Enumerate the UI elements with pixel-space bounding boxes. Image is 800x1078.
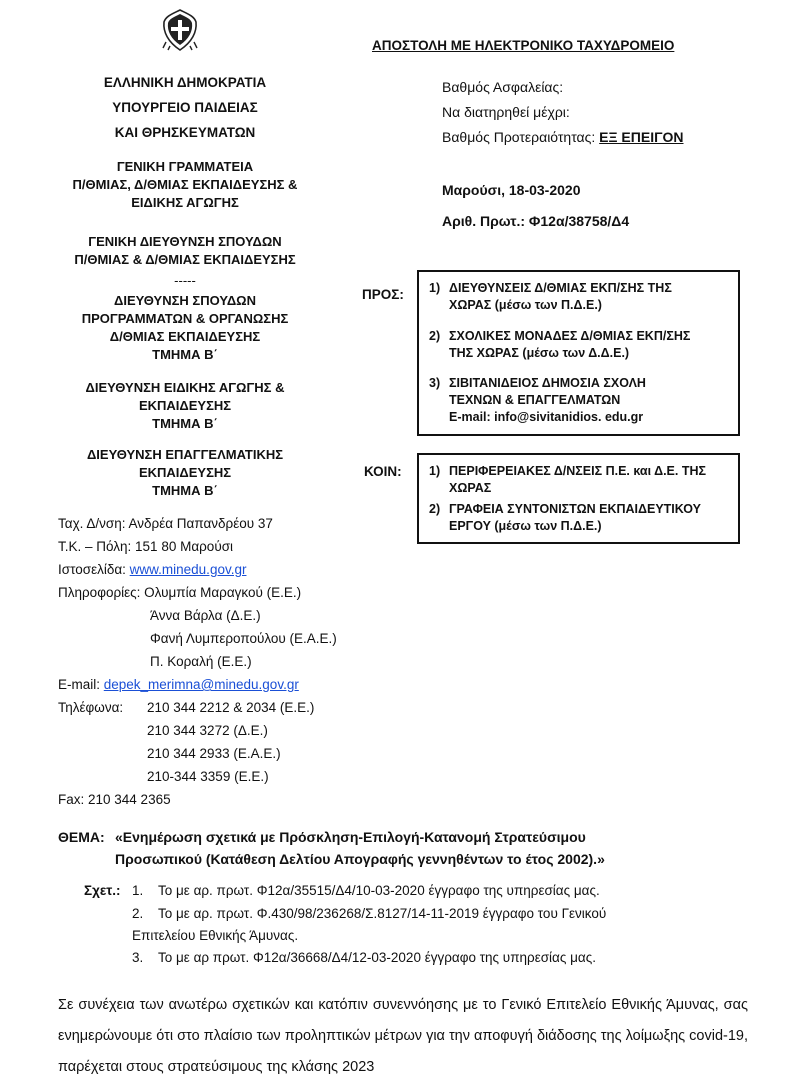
item-number: 3): [429, 376, 441, 390]
item-text: ΕΡΓΟΥ (μέσω των Π.Δ.Ε.): [449, 519, 602, 533]
directorate-vocational: [60, 446, 310, 500]
org-name: [60, 70, 310, 145]
dept-line: ΕΚΠΑΙΔΕΥΣΗΣ: [138, 465, 232, 480]
item-text: ΠΕΡΙΦΕΡΕΙΑΚΕΣ Δ/ΝΣΕΙΣ Π.Ε. και Δ.Ε. ΤΗΣ: [449, 464, 707, 478]
to-label: ΠΡΟΣ:: [362, 287, 404, 302]
related-number: 3.: [132, 950, 144, 965]
item-text: E-mail: info@sivitanidios. edu.gr: [449, 410, 644, 424]
subject-label: ΘΕΜΑ:: [58, 829, 105, 845]
email-line: [58, 675, 299, 695]
priority-label: Βαθμός Προτεραιότητας:: [442, 129, 600, 145]
general-directorate: [60, 233, 310, 269]
website-line: [58, 560, 246, 580]
item-number: 2): [429, 329, 441, 343]
protocol-number: Αριθ. Πρωτ.: Φ12α/38758/Δ4: [442, 213, 630, 229]
directorate-studies: [60, 292, 310, 364]
dept-line: ΤΜΗΜΑ Β΄: [152, 416, 218, 431]
email-dispatch-title: ΑΠΟΣΤΟΛΗ ΜΕ ΗΛΕΚΤΡΟΝΙΚΟ ΤΑΧΥΔΡΟΜΕΙΟ: [372, 38, 675, 53]
phone-number: 210 344 2933 (Ε.Α.Ε.): [147, 746, 281, 761]
item-text: ΣΧΟΛΙΚΕΣ ΜΟΝΑΔΕΣ Δ/ΘΜΙΑΣ ΕΚΠ/ΣΗΣ: [449, 329, 691, 343]
website-link[interactable]: www.minedu.gov.gr: [129, 562, 247, 577]
org-line: ΕΛΛΗΝΙΚΗ ΔΗΜΟΚΡΑΤΙΑ: [103, 75, 267, 90]
header-separator: -----: [174, 273, 196, 288]
priority-line: [442, 129, 684, 145]
security-level: Βαθμός Ασφαλείας:: [442, 79, 564, 95]
item-text: ΣΙΒΙΤΑΝΙΔΕΙΟΣ ΔΗΜΟΣΙΑ ΣΧΟΛΗ: [449, 376, 646, 390]
document-date: Μαρούσι, 18-03-2020: [442, 182, 581, 198]
dept-line: ΓΕΝΙΚΗ ΓΡΑΜΜΑΤΕΙΑ: [116, 159, 254, 174]
dept-line: ΓΕΝΙΚΗ ΔΙΕΥΘΥΝΣΗ ΣΠΟΥΔΩΝ: [88, 234, 282, 249]
info-line: [58, 583, 301, 603]
org-line: ΥΠΟΥΡΓΕΙΟ ΠΑΙΔΕΙΑΣ: [112, 100, 258, 115]
phone-number: 210-344 3359 (Ε.Ε.): [147, 769, 269, 784]
general-secretariat: [60, 158, 310, 212]
dept-line: Π/ΘΜΙΑΣ, Δ/ΘΜΙΑΣ ΕΚΠΑΙΔΕΥΣΗΣ &: [72, 177, 298, 192]
item-number: 1): [429, 281, 441, 295]
related-text: Το με αρ. πρωτ. Φ.430/98/236268/Σ.8127/14-11-2019 έγγραφο του Γενικού: [158, 906, 607, 921]
address: Ταχ. Δ/νση: Ανδρέα Παπανδρέου 37: [58, 516, 273, 531]
phone-number: 210 344 2212 & 2034 (Ε.Ε.): [147, 700, 315, 715]
dept-line: ΔΙΕΥΘΥΝΣΗ ΕΙΔΙΚΗΣ ΑΓΩΓΗΣ &: [85, 380, 285, 395]
related-text: Το με αρ πρωτ. Φ12α/36668/Δ4/12-03-2020 έγγραφο της υπηρεσίας μας.: [158, 950, 596, 965]
greek-coat-of-arms-icon: [160, 8, 200, 52]
info-person: Π. Κοραλή (Ε.Ε.): [150, 654, 252, 669]
item-text: ΧΩΡΑΣ: [449, 481, 492, 495]
info-person: Φανή Λυμπεροπούλου (Ε.Α.Ε.): [150, 631, 337, 646]
related-number: 1.: [132, 883, 144, 898]
email-link[interactable]: depek_merimna@minedu.gov.gr: [103, 677, 299, 692]
priority-value: ΕΞ ΕΠΕΙΓΟΝ: [599, 129, 684, 145]
cc-recipients-box: [417, 453, 740, 544]
directorate-special-education: [60, 379, 310, 433]
item-text: ΤΗΣ ΧΩΡΑΣ (μέσω των Δ.Δ.Ε.): [449, 346, 630, 360]
postal-code: Τ.Κ. – Πόλη: 151 80 Μαρούσι: [58, 539, 234, 554]
website-label: Ιστοσελίδα:: [58, 562, 130, 577]
dept-line: ΕΙΔΙΚΗΣ ΑΓΩΓΗΣ: [131, 195, 239, 210]
info-person: Ολυμπία Μαραγκού (Ε.Ε.): [144, 585, 302, 600]
dept-line: ΔΙΕΥΘΥΝΣΗ ΕΠΑΓΓΕΛΜΑΤΙΚΗΣ: [86, 447, 284, 462]
related-label: Σχετ.:: [84, 883, 121, 898]
fax: Fax: 210 344 2365: [58, 792, 171, 807]
item-number: 2): [429, 502, 441, 516]
dept-line: ΠΡΟΓΡΑΜΜΑΤΩΝ & ΟΡΓΑΝΩΣΗΣ: [81, 311, 289, 326]
item-text: ΓΡΑΦΕΙΑ ΣΥΝΤΟΝΙΣΤΩΝ ΕΚΠΑΙΔΕΥΤΙΚΟΥ: [449, 502, 701, 516]
dept-line: ΤΜΗΜΑ Β΄: [152, 483, 218, 498]
item-text: ΔΙΕΥΘΥΝΣΕΙΣ Δ/ΘΜΙΑΣ ΕΚΠ/ΣΗΣ ΤΗΣ: [449, 281, 672, 295]
cc-label: ΚΟΙΝ:: [364, 464, 402, 479]
related-number: 2.: [132, 906, 144, 921]
phone-number: 210 344 3272 (Δ.Ε.): [147, 723, 268, 738]
subject-line: «Ενημέρωση σχετικά με Πρόσκληση-Επιλογή-Κατανομή Στρατεύσιμου: [115, 829, 586, 845]
info-person: Άννα Βάρλα (Δ.Ε.): [150, 608, 261, 623]
dept-line: Δ/ΘΜΙΑΣ ΕΚΠΑΙΔΕΥΣΗΣ: [109, 329, 261, 344]
org-line: ΚΑΙ ΘΡΗΣΚΕΥΜΑΤΩΝ: [114, 125, 256, 140]
dept-line: ΤΜΗΜΑ Β΄: [152, 347, 218, 362]
dept-line: ΔΙΕΥΘΥΝΣΗ ΣΠΟΥΔΩΝ: [114, 293, 256, 308]
keep-until: Να διατηρηθεί μέχρι:: [442, 104, 570, 120]
phones-label: Τηλέφωνα:: [58, 700, 124, 715]
item-number: 1): [429, 464, 441, 478]
related-text: Επιτελείου Εθνικής Άμυνας.: [132, 928, 299, 943]
item-text: ΧΩΡΑΣ (μέσω των Π.Δ.Ε.): [449, 298, 602, 312]
dept-line: ΕΚΠΑΙΔΕΥΣΗΣ: [138, 398, 232, 413]
info-label: Πληροφορίες:: [58, 585, 145, 600]
to-recipients-box: [417, 270, 740, 436]
related-text: Το με αρ. πρωτ. Φ12α/35515/Δ4/10-03-2020 έγγραφο της υπηρεσίας μας.: [158, 883, 600, 898]
dept-line: Π/ΘΜΙΑΣ & Δ/ΘΜΙΑΣ ΕΚΠΑΙΔΕΥΣΗΣ: [74, 252, 296, 267]
body-paragraph: Σε συνέχεια των ανωτέρω σχετικών και κατόπιν συνεννόησης με το Γενικό Επιτελείο Εθνικής Άμυνας, σας ενημερώνουμε ότι στο πλαίσιο των προληπτικών μέτρων για την αποφυγή διάδοσης της λοίμωξης covid-19, παρέχεται στους στρατεύσιμους της κλάσης 2023: [58, 997, 748, 1075]
item-text: ΤΕΧΝΩΝ & ΕΠΑΓΓΕΛΜΑΤΩΝ: [449, 393, 621, 407]
subject-line: Προσωπικού (Κατάθεση Δελτίου Απογραφής γεννηθέντων το έτος 2002).»: [115, 851, 605, 867]
email-label: E-mail:: [58, 677, 104, 692]
